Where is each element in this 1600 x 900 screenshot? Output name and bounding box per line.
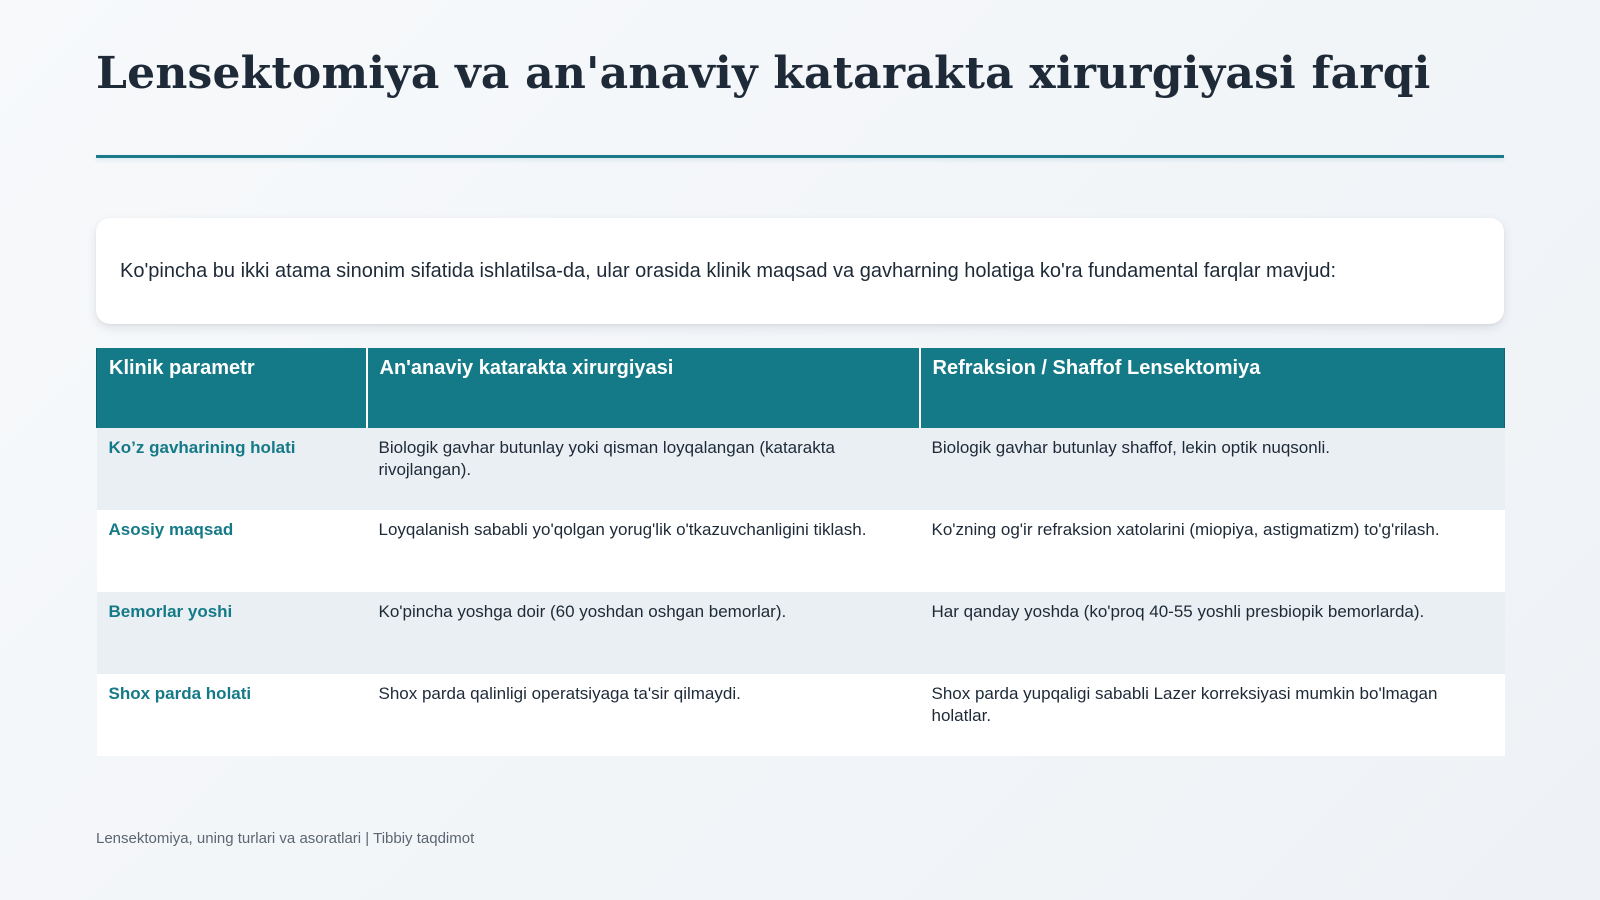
header-klinik-parametr: Klinik parametr xyxy=(97,348,367,428)
row-traditional: Shox parda qalinligi operatsiyaga ta'sir qilmaydi. xyxy=(367,674,920,756)
table-header-row xyxy=(97,348,1505,428)
row-traditional: Loyqalanish sababli yo'qolgan yorug'lik o'tkazuvchanligini tiklash. xyxy=(367,510,920,592)
row-param: Asosiy maqsad xyxy=(97,510,367,592)
table-row xyxy=(97,428,1505,510)
table-row xyxy=(97,674,1505,756)
header-refractive-lensectomy: Refraksion / Shaffof Lensektomiya xyxy=(920,348,1505,428)
row-param: Bemorlar yoshi xyxy=(97,592,367,674)
row-traditional: Ko'pincha yoshga doir (60 yoshdan oshgan bemorlar). xyxy=(367,592,920,674)
slide-footer: Lensektomiya, uning turlari va asoratlari | Tibbiy taqdimot xyxy=(96,830,475,847)
row-refractive: Ko'zning og'ir refraksion xatolarini (miopiya, astigmatizm) to'g'rilash. xyxy=(920,510,1505,592)
row-param: Shox parda holati xyxy=(97,674,367,756)
row-refractive: Har qanday yoshda (ko'proq 40-55 yoshli presbiopik bemorlarda). xyxy=(920,592,1505,674)
row-param: Ko’z gavharining holati xyxy=(97,428,367,510)
row-traditional: Biologik gavhar butunlay yoki qisman loyqalangan (katarakta rivojlangan). xyxy=(367,428,920,510)
intro-text: Ko'pincha bu ikki atama sinonim sifatida ishlatilsa-da, ular orasida klinik maqsad va gavharning holatiga ko'ra fundamental farqlar mavjud: xyxy=(120,260,1337,282)
row-refractive: Shox parda yupqaligi sababli Lazer korreksiyasi mumkin bo'lmagan holatlar. xyxy=(920,674,1505,756)
slide xyxy=(96,0,1504,900)
table-row xyxy=(97,510,1505,592)
row-refractive: Biologik gavhar butunlay shaffof, lekin optik nuqsonli. xyxy=(920,428,1505,510)
slide-title: Lensektomiya va an'anaviy katarakta xirurgiyasi farqi xyxy=(96,48,1431,99)
title-divider xyxy=(96,155,1504,158)
header-traditional-surgery: An'anaviy katarakta xirurgiyasi xyxy=(367,348,920,428)
table-row xyxy=(97,592,1505,674)
comparison-table xyxy=(96,348,1505,756)
intro-card xyxy=(96,218,1504,324)
